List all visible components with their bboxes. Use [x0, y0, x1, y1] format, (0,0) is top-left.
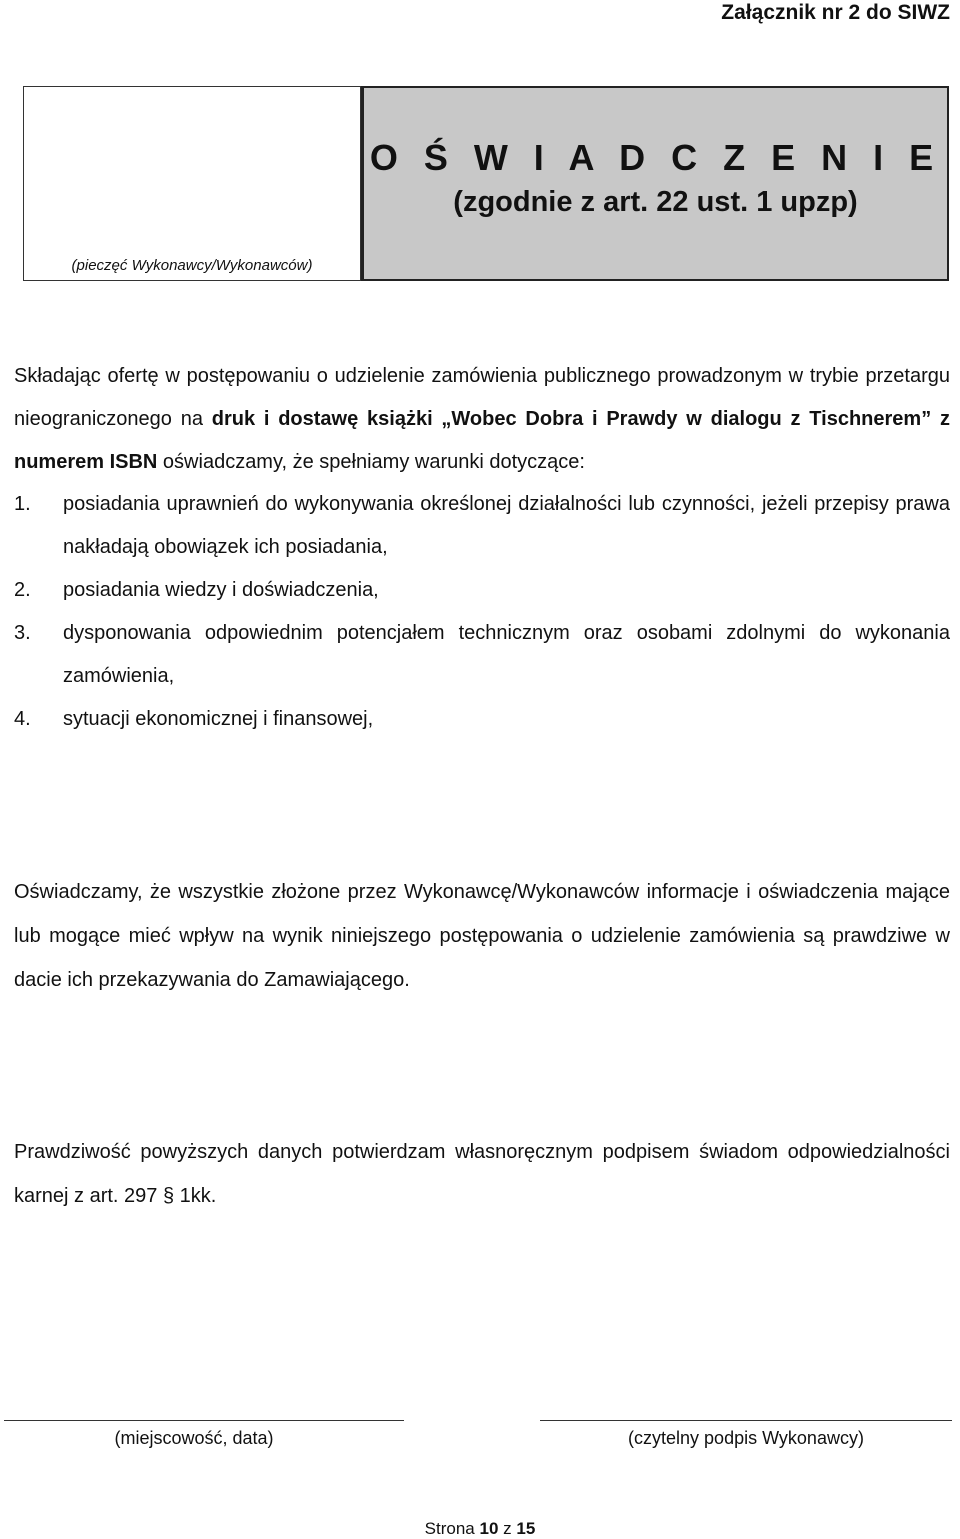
list-item-number: 3.	[14, 622, 31, 644]
list-item-number: 1.	[14, 493, 31, 515]
list-item-number: 4.	[14, 708, 31, 730]
stamp-label: (pieczęć Wykonawcy/Wykonawców)	[71, 257, 313, 274]
list-item	[14, 612, 950, 698]
intro-text-start: Składając ofertę w postępowaniu o udzielenie zamówienia publicznego prowadzonym w trybie przetargu nieograniczonego na	[14, 365, 950, 430]
intro-paragraph	[14, 355, 950, 484]
list-item-text: posiadania wiedzy i doświadczenia,	[63, 579, 379, 601]
confirmation-paragraph: Prawdziwość powyższych danych potwierdzam własnoręcznym podpisem świadom odpowiedzialności karnej z art. 297 § 1kk.	[14, 1141, 950, 1207]
stamp-cell	[23, 86, 361, 281]
document-subtitle: (zgodnie z art. 22 ust. 1 upzp)	[453, 186, 858, 218]
list-item-text: posiadania uprawnień do wykonywania określonej działalności lub czynności, jeżeli przepisy prawa nakładają obowiązek ich posiadania,	[63, 493, 950, 558]
header-box	[23, 86, 949, 281]
footer-prefix: Strona	[424, 1519, 475, 1538]
list-item	[14, 483, 950, 569]
document-title: O Ś W I A D C Z E N I E	[369, 137, 942, 178]
list-item	[14, 569, 950, 612]
intro-text-end: oświadczamy, że spełniamy warunki dotyczące:	[157, 451, 585, 473]
page-footer	[0, 1519, 960, 1539]
intro-subject-bold: druk i dostawę książki „Wobec Dobra i Prawdy w dialogu z Tischnerem” z numerem ISBN	[14, 408, 950, 473]
list-item	[14, 698, 950, 741]
signature-label: (czytelny podpis Wykonawcy)	[628, 1428, 864, 1448]
list-item-number: 2.	[14, 579, 31, 601]
list-item-text: dysponowania odpowiednim potencjałem technicznym oraz osobami zdolnymi do wykonania zamówienia,	[63, 622, 950, 687]
place-date-label: (miejscowość, data)	[114, 1428, 274, 1448]
conditions-list	[14, 483, 950, 741]
page-number: 10	[479, 1519, 499, 1538]
page-total: 15	[516, 1519, 536, 1538]
signature-line	[540, 1420, 952, 1421]
footer-separator: z	[503, 1519, 512, 1538]
place-date-line	[4, 1420, 404, 1421]
list-item-text: sytuacji ekonomicznej i finansowej,	[63, 708, 374, 730]
title-cell	[361, 86, 949, 281]
statement-paragraph: Oświadczamy, że wszystkie złożone przez Wykonawcę/Wykonawców informacje i oświadczenia mające lub mogące mieć wpływ na wynik niniejszego postępowania o udzielenie zamówienia są prawdziwe w dacie ich przekazywania do Zamawiającego.	[14, 881, 950, 991]
annex-label: Załącznik nr 2 do SIWZ	[721, 1, 950, 24]
